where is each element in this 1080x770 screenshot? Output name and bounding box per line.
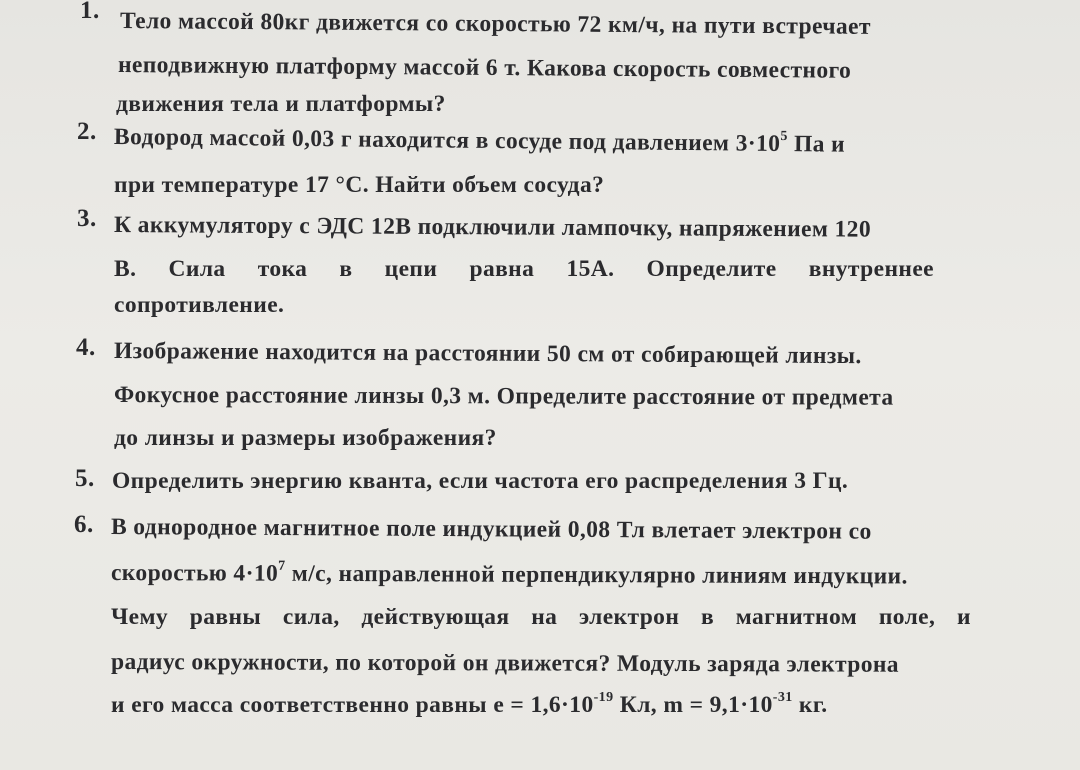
problem-number: 5. xyxy=(75,465,95,492)
problem-text-line: К аккумулятору с ЭДС 12В подключили лампочку, напряжением 120 xyxy=(113,212,872,243)
problem-text-line: при температуре 17 °С. Найти объем сосуда? xyxy=(114,172,605,198)
problem-text-line-justified: Чему равны сила, действующая на электрон в магнитном поле, и xyxy=(111,604,971,630)
problem-text-line: до линзы и размеры изображения? xyxy=(114,425,497,451)
problem-text-line: Фокусное расстояние линзы 0,3 м. Определите расстояние от предмета xyxy=(113,382,894,411)
problem-text-line: В однородное магнитное поле индукцией 0,08 Тл влетает электрон со xyxy=(110,514,872,545)
problem-number: 1. xyxy=(80,0,100,24)
problem-text-line: радиус окружности, по которой он движется? Модуль заряда электрона xyxy=(110,649,900,678)
problem-text-line: сопротивление. xyxy=(114,292,285,318)
problem-text-line: неподвижную платформу массой 6 т. Какова скорость совместного xyxy=(117,52,852,84)
problem-text-line-justified: В. Сила тока в цепи равна 15А. Определите внутреннее xyxy=(114,256,934,282)
problem-number: 4. xyxy=(76,334,96,361)
problem-text-line: Водород массой 0,03 г находится в сосуде под давлением $3\cdot 10^5$ Па и xyxy=(113,124,846,158)
problem-text-line: скоростью $4\cdot 10^7$ м/с, направленной перпендикулярно линиям индукции. xyxy=(110,558,908,590)
problem-text-line: Тело массой 80кг движется со скоростью 72 км/ч, на пути встречает xyxy=(119,8,871,40)
problem-number: 2. xyxy=(77,118,97,145)
problem-number: 3. xyxy=(77,205,97,232)
problem-text-line: Определить энергию кванта, если частота его распределения 3 Гц. xyxy=(112,468,849,494)
problem-text-line: Изображение находится на расстоянии 50 см от собирающей линзы. xyxy=(113,338,862,370)
problem-text-line: и его масса соответственно равны $е = 1,6\cdot 10^{-19}$ Кл, $m = 9,1\cdot 10^{-31}$ кг. xyxy=(111,690,828,718)
problem-text-line: движения тела и платформы? xyxy=(116,91,446,117)
problem-number: 6. xyxy=(74,511,94,538)
